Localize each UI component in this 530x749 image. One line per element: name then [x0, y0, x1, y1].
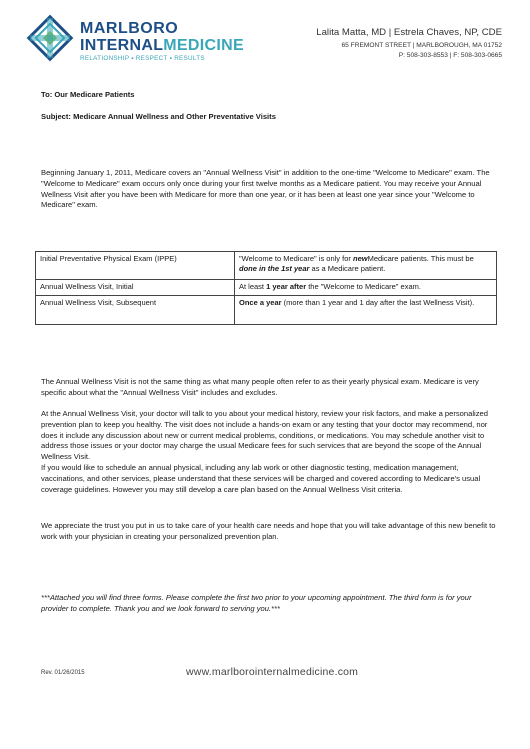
visit-type-cell: Annual Wellness Visit, Initial [36, 280, 235, 296]
contact-block [316, 27, 502, 59]
diamond-cross-logo-icon [26, 14, 74, 62]
table-row [36, 296, 497, 325]
paragraph-annual-physical: If you would like to schedule an annual physical, including any lab work or other diagnostic testing, medication management, vaccinations, and other services, please understand that these services will be charged and covered according to Medicare's usual coverage guidelines. However you may still develop a care plan based on the Annual Wellness Visit criteria. [41, 463, 481, 494]
letter-recipient: To: Our Medicare Patients [41, 90, 135, 99]
visit-types-table [35, 251, 497, 325]
brand-medicine: MEDICINE [163, 37, 244, 54]
brand-wordmark [80, 20, 244, 62]
visit-description-cell: At least 1 year after the "Welcome to Medicare" exam. [235, 280, 497, 296]
brand-internal: INTERNAL [80, 37, 164, 54]
brand-name-line1: MARLBORO [80, 20, 179, 37]
practice-address: 65 FREMONT STREET | MARLBOROUGH, MA 01752 [341, 42, 502, 49]
table-row [36, 252, 497, 280]
paragraph-awv-contents: At the Annual Wellness Visit, your doctor will talk to you about your medical history, review your risk factors, and make a personalized prevention plan to keep you healthy. The visit does not include a hands-on exam or any testing that your doctor may recommend, nor does it include any discussion about new or current medical problems, conditions, or medications. You may schedule another visit to address those issues or your doctor may charge the usual Medicare fees for such services that are beyond the scope of the Annual Wellness Visit. [41, 409, 488, 462]
visit-description-cell: "Welcome to Medicare" is only for newMedicare patients. This must be done in the 1st year as a Medicare patient. [235, 252, 497, 280]
paragraph-awv-difference: The Annual Wellness Visit is not the same thing as what many people often refer to as their yearly physical exam. Medicare is very specific about what the "Annual Wellness Visit" includes and excludes. [41, 377, 479, 397]
paragraph-appreciation: We appreciate the trust you put in us to take care of your health care needs and hope that you will take advantage of this new benefit to work with your physician in creating your personalized prevention plan. [41, 521, 496, 541]
visit-type-cell: Annual Wellness Visit, Subsequent [36, 296, 235, 325]
brand-tagline: RELATIONSHIP ▪ RESPECT ▪ RESULTS [80, 55, 205, 62]
visit-type-cell: Initial Preventative Physical Exam (IPPE) [36, 252, 235, 280]
closing-note: ***Attached you will find three forms. Please complete the first two prior to your upcoming appointment. The third form is for your provider to complete. Thank you and we look forward to serving you.*** [41, 593, 472, 613]
provider-names: Lalita Matta, MD | Estrela Chaves, NP, CDE [316, 27, 502, 38]
letter-subject: Subject: Medicare Annual Wellness and Other Preventative Visits [41, 112, 276, 121]
table-row [36, 280, 497, 296]
revision-date: Rev. 01/26/2015 [41, 670, 85, 676]
brand-name-line2 [80, 37, 244, 54]
paragraph-intro: Beginning January 1, 2011, Medicare covers an "Annual Wellness Visit" in addition to the one-time "Welcome to Medicare" exam. The "Welcome to Medicare" exam occurs only once during your first twelve months as a Medicare patient. You may receive your Annual Wellness Visit after you have been with Medicare for more than one year, or it has been at least one year since your "Welcome to Medicare" exam. [41, 168, 490, 210]
website-link[interactable]: www.marlborointernalmedicine.com [186, 666, 359, 678]
practice-phone: P: 508-303-8553 | F: 508-303-0665 [398, 52, 502, 59]
visit-description-cell: Once a year (more than 1 year and 1 day after the last Wellness Visit). [235, 296, 497, 325]
